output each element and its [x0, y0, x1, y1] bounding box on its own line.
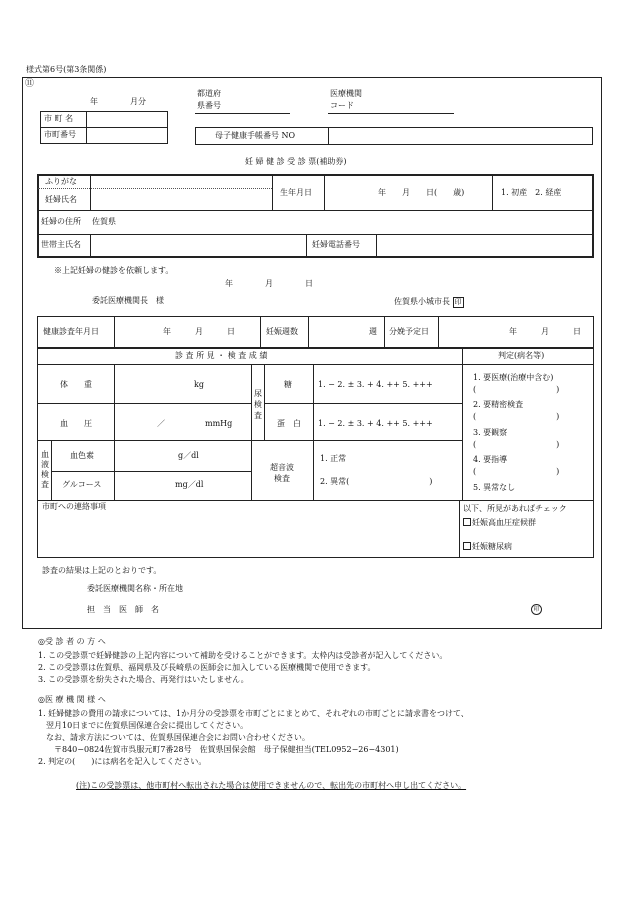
handbook-label: 母子健康手帳番号 NO [215, 131, 296, 140]
due-value[interactable]: 年 月 日 [509, 327, 581, 336]
weight-unit: kg [194, 380, 204, 389]
name-label: 妊婦氏名 [45, 195, 77, 204]
circled-number: ⑪ [25, 79, 35, 89]
weight-label: 体 重 [60, 380, 92, 389]
dob-value[interactable]: 年 月 日( 歳) [378, 188, 465, 197]
judgement-1-paren[interactable]: ( ) [473, 385, 560, 394]
household-label: 世帯主氏名 [41, 240, 81, 249]
notes-inst-2: 翌月10日までに佐賀県国保連合会に提出してください。 [38, 721, 249, 730]
notes-patient-heading: ◎受 診 者 の 方 へ [38, 637, 106, 646]
city-name-field[interactable] [86, 111, 168, 128]
judgement-1[interactable]: 1. 要医療(治療中含む) [473, 373, 554, 382]
judgement-2-paren[interactable]: ( ) [473, 412, 560, 421]
doctor-seal-icon: 印 [531, 604, 542, 615]
checkbox-icon[interactable] [463, 518, 471, 526]
request-note: ※上記妊婦の健診を依頼します。 [54, 266, 174, 275]
blood-label: 血液検査 [41, 450, 49, 489]
notes-inst-1: 1. 妊婦健診の費用の請求については、1か月分の受診票を市町ごとにまとめて、それぞれの市町ごとに請求書をつけて、 [38, 709, 469, 718]
footer-note: (注)この受診票は、他市町村へ転出された場合は使用できませんので、転出先の市町村へ申し出てください。 [76, 781, 467, 790]
city-name-label: 市 町 名 [44, 114, 74, 123]
pref-no-label: 県番号 [197, 101, 221, 110]
phone-label: 妊婦電話番号 [312, 240, 360, 249]
request-date: 年 月 日 [225, 279, 313, 288]
us-normal[interactable]: 1. 正常 [320, 454, 347, 463]
exam-date-value[interactable]: 年 月 日 [163, 327, 235, 336]
pref-label: 都道府 [197, 89, 221, 98]
notes-inst-4: 〒840−0824佐賀市呉服元町7番28号 佐賀県国保会館 母子保健担当(TEL0952−26−4301) [38, 745, 399, 754]
judgement-5[interactable]: 5. 異常なし [473, 483, 516, 492]
judgement-2[interactable]: 2. 要精密検査 [473, 400, 524, 409]
sugar-label: 糖 [284, 380, 292, 389]
sugar-scale[interactable]: 1. − 2. ± 3. + 4. ++ 5. +++ [318, 380, 433, 389]
findings-header: 診 査 所 見 ・ 検 査 成 績 [175, 351, 268, 360]
request-from: 佐賀県小城市長 印 [394, 297, 462, 306]
checkbox-icon[interactable] [463, 542, 471, 550]
inst-code-label: コード [330, 101, 354, 110]
notes-inst-3: なお、請求方法については、佐賀県国保連合会にお問い合わせください。 [38, 733, 310, 742]
notes-patient-3: 3. この受診票を紛失された場合、再発行はいたしません。 [38, 675, 249, 684]
notes-inst-heading: ◎医 療 機 関 様 へ [38, 695, 106, 704]
city-no-label: 市町番号 [44, 130, 76, 139]
city-no-field[interactable] [86, 127, 168, 144]
bp-unit: ／ mmHg [157, 419, 233, 428]
form-number: 様式第6号(第3条関係) [26, 65, 107, 74]
notes-inst-5: 2. 判定の( )には病名を記入してください。 [38, 757, 207, 766]
hb-label: 血色素 [70, 451, 94, 460]
glucose-unit: mg／dl [175, 480, 204, 489]
weeks-label: 妊娠週数 [266, 327, 298, 336]
judgement-3-paren[interactable]: ( ) [473, 440, 560, 449]
weeks-unit: 週 [369, 327, 377, 336]
dob-label: 生年月日 [280, 188, 312, 197]
seal-icon: 印 [454, 298, 462, 306]
us-abnormal[interactable]: 2. 異常( ) [320, 477, 433, 486]
notes-patient-2: 2. この受診票は佐賀県、福岡県及び長崎県の医師会に加入している医療機関で使用できます。 [38, 663, 376, 672]
notes-patient-1: 1. この受診票で妊婦健診の上記内容について補助を受けることができます。太枠内は受診者が記入してください。 [38, 651, 448, 660]
address-label: 妊婦の住所 [41, 217, 81, 226]
exam-date-label: 健康診査年月日 [43, 327, 99, 336]
parity[interactable]: 1. 初産 2. 経産 [501, 188, 562, 197]
check-hypertension[interactable]: 妊娠高血圧症候群 [463, 518, 536, 527]
check-diabetes[interactable]: 妊娠糖尿病 [463, 542, 512, 551]
judgement-4[interactable]: 4. 要指導 [473, 455, 508, 464]
contact-label: 市町への連絡事項 [42, 502, 106, 511]
due-label: 分娩予定日 [389, 327, 429, 336]
furigana-label: ふりがな [45, 177, 77, 186]
us-label: 超音波検査 [270, 463, 294, 483]
urine-label: 尿検査 [254, 389, 262, 420]
judgement-3[interactable]: 3. 要観察 [473, 428, 508, 437]
inst-label: 医療機関 [330, 89, 362, 98]
bp-label: 血 圧 [60, 419, 92, 428]
protein-label: 蛋 白 [277, 419, 301, 428]
inst-name-label: 委託医療機関名称・所在地 [87, 584, 183, 593]
judgement-4-paren[interactable]: ( ) [473, 467, 560, 476]
hb-unit: g／dl [178, 451, 199, 460]
request-to: 委託医療機関長 様 [92, 296, 164, 305]
result-text: 診査の結果は上記のとおりです。 [42, 566, 162, 575]
judgement-header: 判定(病名等) [498, 351, 545, 360]
doctor-label: 担 当 医 師 名 [87, 605, 159, 614]
year-month: 年 月分 [90, 97, 146, 106]
form-title: 妊 婦 健 診 受 診 票(補助券) [245, 157, 347, 166]
address-value[interactable]: 佐賀県 [92, 217, 116, 226]
glucose-label: グルコース [62, 480, 102, 489]
protein-scale[interactable]: 1. − 2. ± 3. + 4. ++ 5. +++ [318, 419, 433, 428]
check-label: 以下、所見があればチェック [463, 504, 567, 513]
